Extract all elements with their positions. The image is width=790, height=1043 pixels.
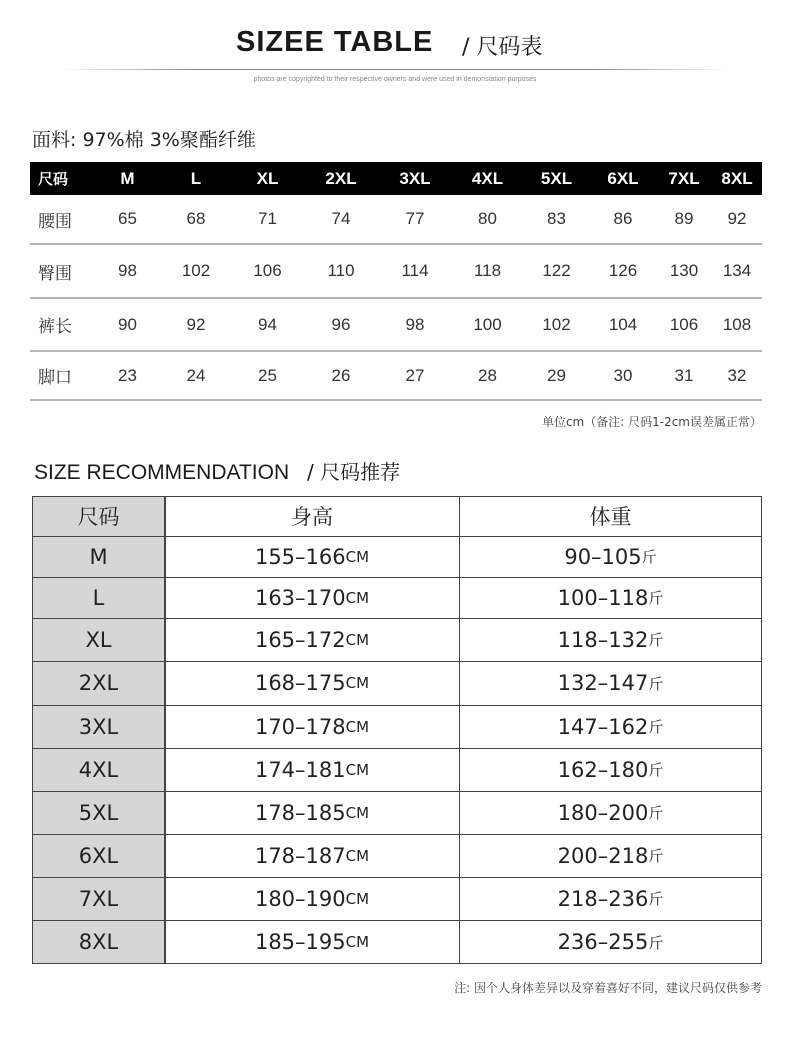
size-table-header xyxy=(30,162,762,195)
table-cell: 26 xyxy=(331,365,351,385)
size-cell-value: 6XL xyxy=(78,843,119,868)
weight-cell xyxy=(459,577,762,618)
unit-jin: 斤 xyxy=(648,674,664,693)
weight-cell xyxy=(459,661,762,705)
table-cell: 130 xyxy=(669,261,699,280)
table-cell: 104 xyxy=(608,314,638,334)
size-col-header: 8XL xyxy=(721,168,753,188)
table-cell: 106 xyxy=(669,314,699,334)
weight-cell xyxy=(459,877,762,920)
size-header-label: 尺码 xyxy=(38,171,69,188)
size-cell xyxy=(32,834,165,877)
unit-jin: 斤 xyxy=(641,548,657,566)
weight-cell-value: 200–218 xyxy=(557,843,649,868)
height-cell xyxy=(165,705,459,748)
unit-cm: CM xyxy=(345,933,370,951)
weight-cell-value: 162–180 xyxy=(557,757,649,782)
header xyxy=(0,0,790,100)
weight-cell xyxy=(459,536,762,577)
weight-cell-value: 180–200 xyxy=(557,800,649,825)
table-cell: 68 xyxy=(186,209,206,228)
unit-cm: CM xyxy=(345,547,370,566)
unit-jin: 斤 xyxy=(648,847,664,865)
table-cell: 110 xyxy=(327,261,355,280)
size-cell xyxy=(32,920,165,964)
height-cell-value: 165–172 xyxy=(254,627,346,652)
height-cell-value: 178–187 xyxy=(254,843,346,868)
table-cell: 122 xyxy=(542,261,571,280)
weight-cell xyxy=(459,920,762,964)
unit-cm: CM xyxy=(345,760,370,779)
table-cell: 74 xyxy=(331,209,351,228)
height-cell xyxy=(165,661,459,705)
size-cell-value: XL xyxy=(85,627,112,652)
table-cell: 90 xyxy=(118,314,137,334)
table-cell: 92 xyxy=(186,314,206,334)
height-cell-value: 155–166 xyxy=(254,544,346,569)
size-cell-value: 3XL xyxy=(78,714,119,739)
height-cell xyxy=(165,920,459,964)
weight-cell-value: 90–105 xyxy=(564,544,642,569)
unit-cm: CM xyxy=(345,717,370,736)
size-col-header: 4XL xyxy=(471,168,504,188)
height-cell-value: 170–178 xyxy=(254,714,346,739)
height-cell xyxy=(165,834,459,877)
table-cell: 134 xyxy=(722,261,752,280)
table-cell: 126 xyxy=(608,261,638,280)
header-weight-value: 体重 xyxy=(589,505,632,529)
size-cell xyxy=(32,748,165,791)
unit-cm: CM xyxy=(345,889,370,908)
table-cell: 25 xyxy=(258,365,277,385)
weight-cell-value: 100–118 xyxy=(557,585,649,610)
size-cell-value: 2XL xyxy=(78,671,119,695)
unit-jin: 斤 xyxy=(648,718,664,736)
height-cell-value: 174–181 xyxy=(254,757,346,782)
size-cell xyxy=(32,705,165,748)
weight-cell xyxy=(459,834,762,877)
page-title-cn: / 尺码表 xyxy=(462,35,543,60)
unit-jin: 斤 xyxy=(648,804,664,822)
table-cell: 98 xyxy=(118,261,137,280)
height-cell xyxy=(165,748,459,791)
header-height-value: 身高 xyxy=(291,505,333,529)
size-cell xyxy=(32,577,165,618)
weight-cell xyxy=(459,705,762,748)
table-cell: 94 xyxy=(258,314,277,334)
recommendation-title-en: SIZE RECOMMENDATION xyxy=(34,461,290,484)
height-cell-value: 180–190 xyxy=(254,886,346,911)
table-cell: 80 xyxy=(478,209,497,228)
title-divider xyxy=(60,69,730,70)
size-cell xyxy=(32,618,165,661)
table-cell: 108 xyxy=(722,314,752,334)
unit-jin: 斤 xyxy=(648,761,664,779)
table-row-length xyxy=(30,299,762,352)
unit-jin: 斤 xyxy=(648,933,664,952)
size-col-header: 3XL xyxy=(399,168,431,188)
row-label: 脚口 xyxy=(38,368,72,388)
size-cell-value: 4XL xyxy=(78,757,119,782)
size-col-header: 5XL xyxy=(540,168,573,188)
height-cell xyxy=(165,877,459,920)
table-cell: 114 xyxy=(401,261,429,280)
table-cell: 71 xyxy=(258,209,277,228)
size-col-header: 7XL xyxy=(668,168,700,188)
size-col-header: M xyxy=(120,168,135,188)
table-cell: 65 xyxy=(118,209,137,228)
page-title: SIZEE TABLE xyxy=(236,26,434,58)
height-cell xyxy=(165,577,459,618)
size-cell-value: 8XL xyxy=(78,930,119,954)
unit-note: 单位cm（备注: 尺码1-2cm误差属正常） xyxy=(541,415,762,429)
weight-cell-value: 118–132 xyxy=(557,627,649,652)
unit-cm: CM xyxy=(345,803,370,822)
recommendation-title-cn: / 尺码推荐 xyxy=(306,460,401,484)
weight-cell-value: 218–236 xyxy=(557,886,649,911)
row-label: 臀围 xyxy=(38,263,72,284)
size-cell-value: L xyxy=(92,585,105,610)
size-table xyxy=(30,162,762,401)
fabric-composition: 面料: 97%棉 3%聚酯纤维 xyxy=(32,129,256,151)
table-cell: 100 xyxy=(473,314,502,334)
table-cell: 23 xyxy=(118,365,137,385)
size-col-header: 2XL xyxy=(325,168,357,188)
size-cell xyxy=(32,877,165,920)
height-cell xyxy=(165,618,459,661)
size-cell-value: 7XL xyxy=(78,886,119,911)
size-cell-value: M xyxy=(89,544,108,569)
recommendation-table xyxy=(32,496,762,964)
unit-cm: CM xyxy=(345,846,370,865)
size-cell xyxy=(32,536,165,577)
table-cell: 102 xyxy=(181,261,211,280)
weight-cell xyxy=(459,791,762,834)
unit-jin: 斤 xyxy=(648,890,664,908)
header-height xyxy=(165,496,459,536)
height-cell xyxy=(165,791,459,834)
table-row-waist xyxy=(30,195,762,245)
table-cell: 118 xyxy=(473,261,502,280)
weight-cell xyxy=(459,618,762,661)
table-cell: 29 xyxy=(547,365,566,385)
table-cell: 24 xyxy=(186,365,206,385)
height-cell-value: 178–185 xyxy=(254,800,346,825)
unit-jin: 斤 xyxy=(648,631,664,649)
header-size-value: 尺码 xyxy=(77,505,120,529)
size-cell xyxy=(32,791,165,834)
header-weight xyxy=(459,496,762,536)
unit-cm: CM xyxy=(345,674,370,692)
table-cell: 98 xyxy=(405,314,425,334)
height-cell xyxy=(165,536,459,577)
unit-jin: 斤 xyxy=(648,589,664,607)
table-cell: 89 xyxy=(674,209,694,228)
size-cell-value: 5XL xyxy=(78,800,119,825)
table-cell: 27 xyxy=(405,365,425,385)
height-cell-value: 185–195 xyxy=(254,930,346,954)
table-cell: 92 xyxy=(727,209,747,228)
table-cell: 77 xyxy=(405,209,425,228)
weight-cell-value: 147–162 xyxy=(557,714,649,739)
size-col-header: L xyxy=(190,168,202,188)
size-col-header: 6XL xyxy=(607,168,639,188)
table-row-hem xyxy=(30,352,762,401)
table-cell: 96 xyxy=(331,314,351,334)
row-label: 裤长 xyxy=(38,317,72,337)
table-row-hip xyxy=(30,245,762,299)
recommendation-title xyxy=(34,456,400,485)
row-label: 腰围 xyxy=(38,211,72,232)
table-cell: 86 xyxy=(613,209,633,228)
height-cell-value: 163–170 xyxy=(254,585,346,610)
weight-cell-value: 236–255 xyxy=(557,930,649,954)
table-cell: 106 xyxy=(253,261,282,280)
table-cell: 31 xyxy=(674,365,694,385)
table-cell: 28 xyxy=(478,365,497,385)
weight-cell-value: 132–147 xyxy=(557,671,649,695)
header-size xyxy=(32,496,165,536)
weight-cell xyxy=(459,748,762,791)
table-cell: 32 xyxy=(727,365,747,385)
table-cell: 83 xyxy=(547,209,566,228)
size-cell xyxy=(32,661,165,705)
bottom-note: 注: 因个人身体差异以及穿着喜好不同，建议尺码仅供参考 xyxy=(454,981,762,995)
table-cell: 102 xyxy=(542,314,571,334)
unit-cm: CM xyxy=(345,588,370,607)
table-cell: 30 xyxy=(613,365,633,385)
size-col-header: XL xyxy=(256,168,279,188)
copyright-notice: photos are copyrighted to their respective owners and were used in demonstation purposes xyxy=(253,76,537,83)
height-cell-value: 168–175 xyxy=(254,671,346,695)
unit-cm: CM xyxy=(345,630,370,649)
